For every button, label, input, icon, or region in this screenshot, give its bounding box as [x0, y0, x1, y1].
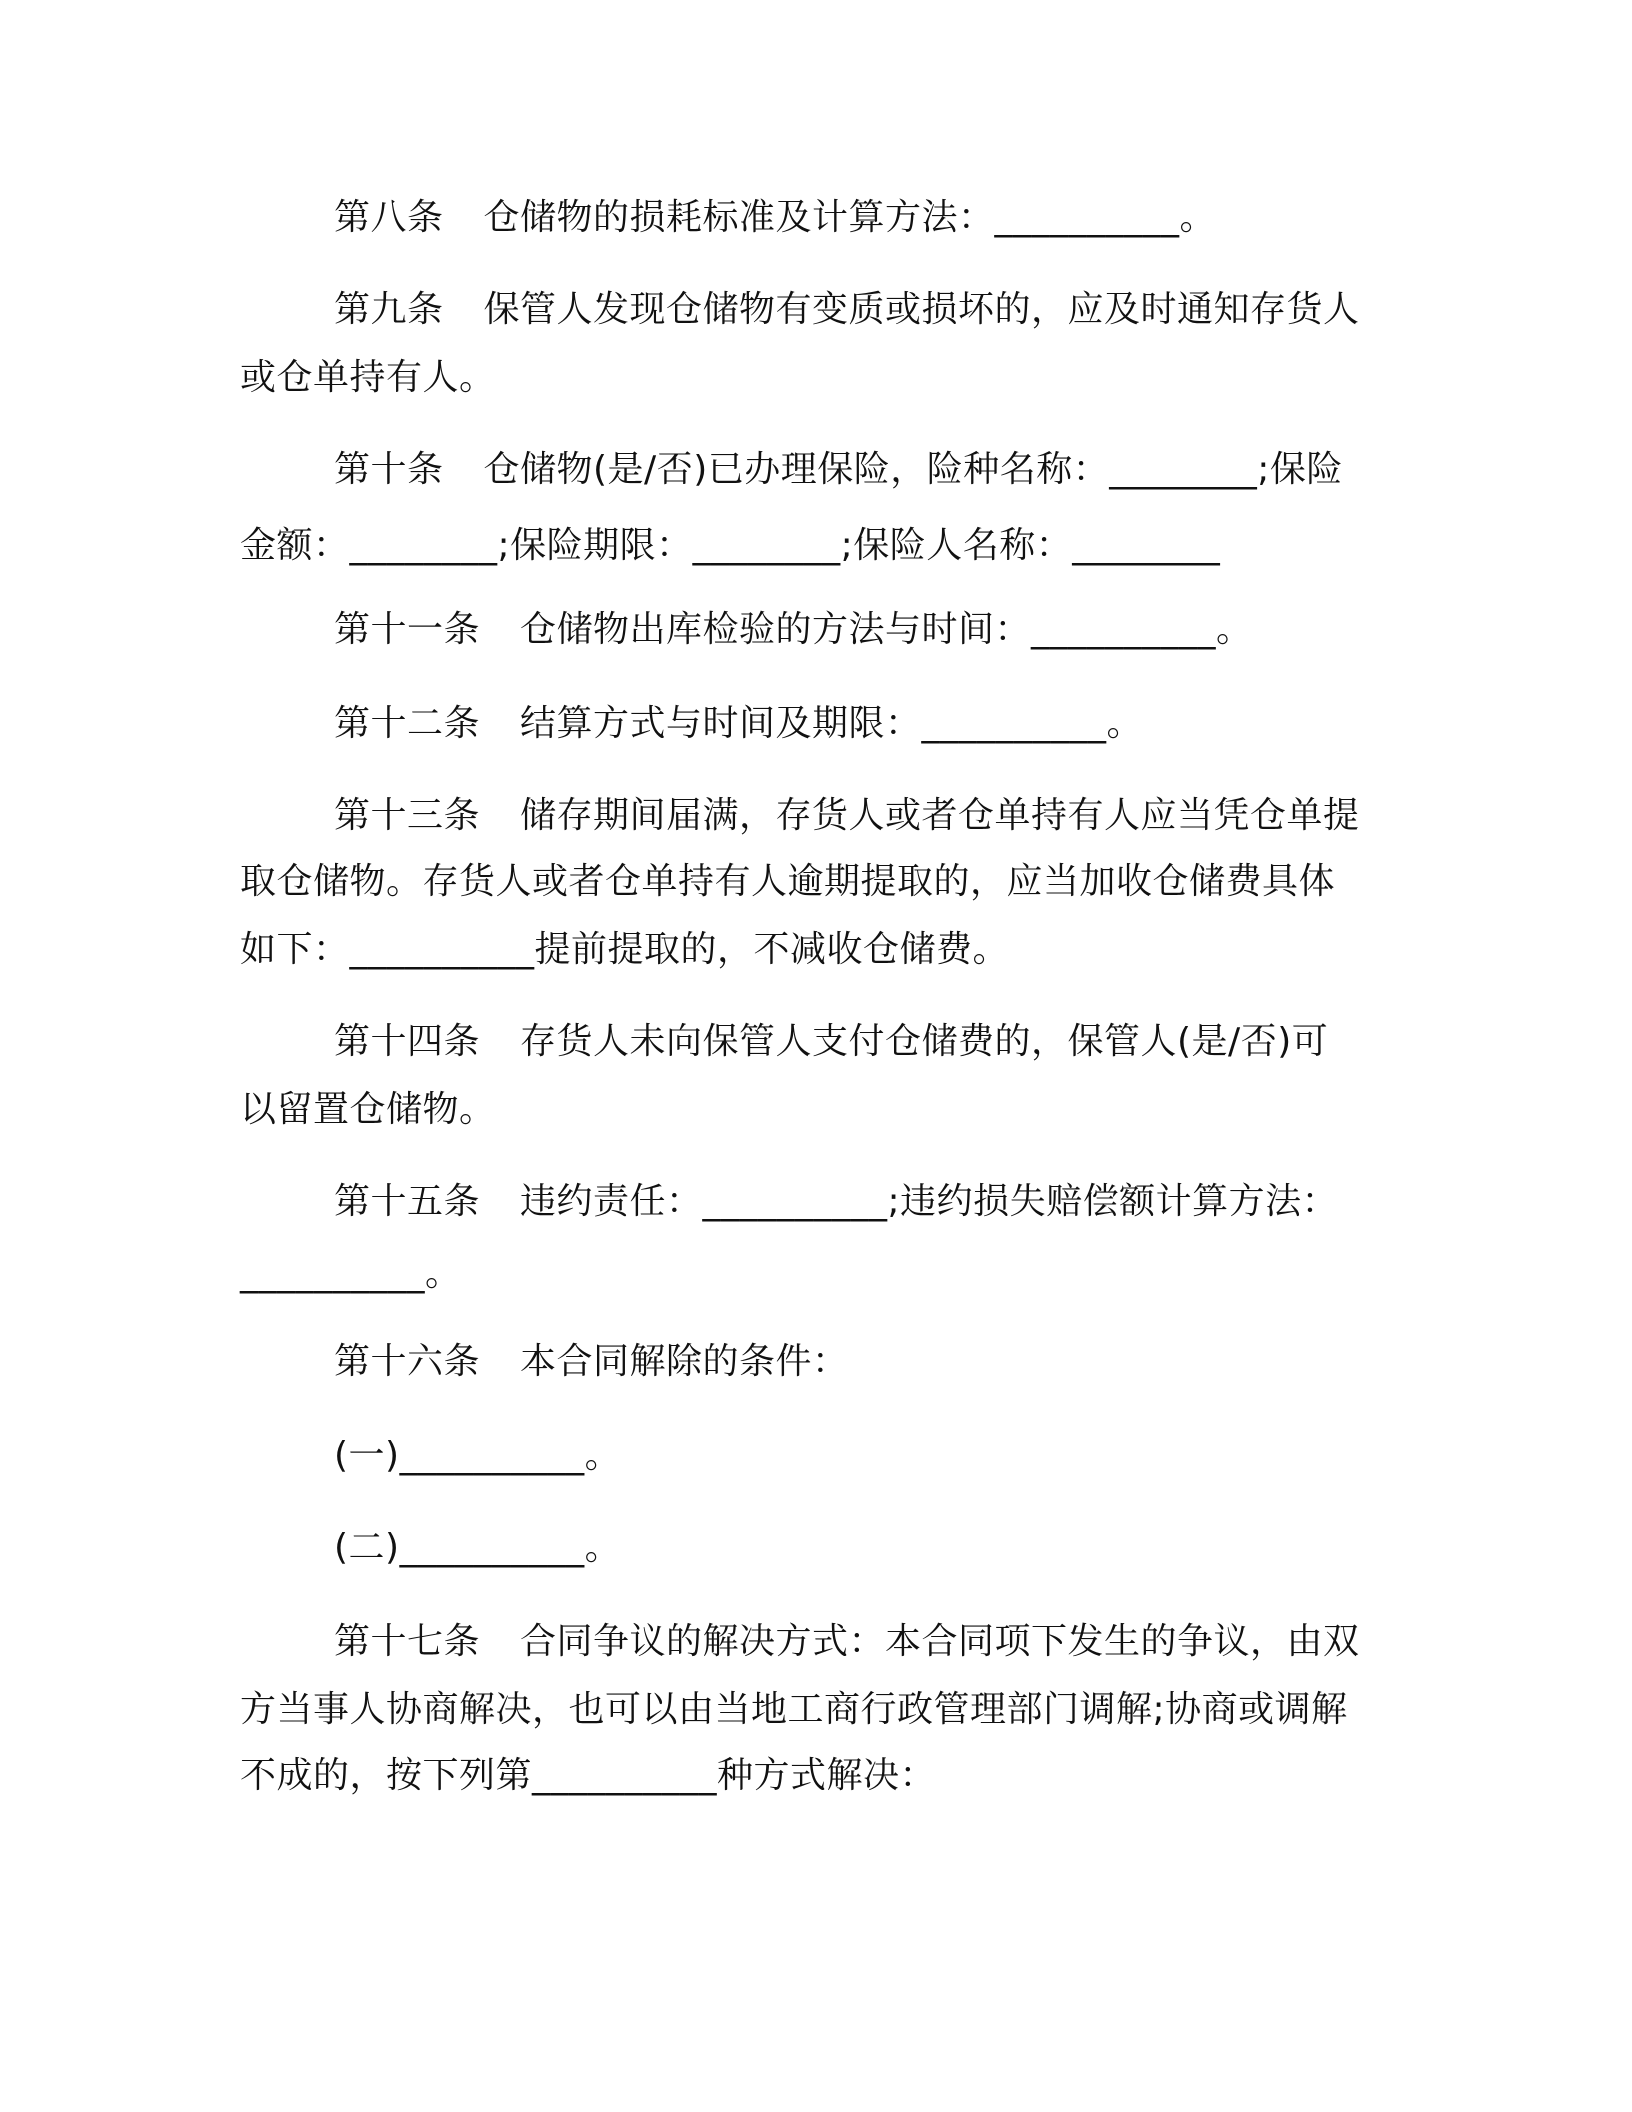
article-15-cont: [240, 1250, 462, 1298]
article-text: 仓储物(是/否)已办理保险，险种名称：________;保险: [483, 449, 1343, 490]
article-16: [334, 1338, 849, 1386]
article-14: [334, 1018, 1328, 1066]
article-number: 第十四条: [334, 1021, 481, 1062]
article-number: 第十七条: [334, 1621, 481, 1662]
article-17: [334, 1618, 1360, 1666]
article-13: [334, 792, 1360, 840]
article-12: [334, 700, 1143, 748]
article-text: 存货人未向保管人支付仓储费的，保管人(是/否)可: [520, 1021, 1329, 1062]
article-number: 第八条: [334, 197, 444, 238]
article-text: 仓储物的损耗标准及计算方法：__________。: [483, 197, 1217, 238]
article-text: 保管人发现仓储物有变质或损坏的，应及时通知存货人: [483, 289, 1360, 330]
article-16-item-1: [334, 1432, 621, 1480]
article-16-item-2: [334, 1524, 621, 1572]
article-text: 本合同解除的条件：: [520, 1341, 849, 1382]
article-text: 仓储物出库检验的方法与时间：__________。: [520, 609, 1253, 650]
article-text: 以留置仓储物。: [240, 1089, 496, 1130]
article-number: 第十三条: [334, 795, 481, 836]
article-text: 不成的，按下列第__________种方式解决：: [240, 1755, 937, 1796]
article-number: 第九条: [334, 289, 444, 330]
article-text: 储存期间届满，存货人或者仓单持有人应当凭仓单提: [520, 795, 1360, 836]
article-text: 合同争议的解决方式：本合同项下发生的争议，由双: [520, 1621, 1360, 1662]
list-item: (一)__________。: [334, 1435, 622, 1476]
article-number: 第十六条: [334, 1341, 481, 1382]
article-15: [334, 1178, 1338, 1226]
article-text: 金额：________;保险期限：________;保险人名称：________: [240, 525, 1221, 566]
article-number: 第十一条: [334, 609, 481, 650]
article-11: [334, 606, 1253, 654]
article-text: 违约责任：__________;违约损失赔偿额计算方法：: [520, 1181, 1339, 1222]
article-17-cont-1: [240, 1686, 1348, 1734]
article-13-cont-1: [240, 858, 1335, 906]
article-10: [334, 446, 1343, 494]
article-text: __________。: [240, 1253, 462, 1294]
article-8: [334, 194, 1216, 242]
article-text: 结算方式与时间及期限：__________。: [520, 703, 1144, 744]
article-text: 如下：__________提前提取的，不减收仓储费。: [240, 929, 1010, 970]
article-13-cont-2: [240, 926, 1009, 974]
article-text: 取仓储物。存货人或者仓单持有人逾期提取的，应当加收仓储费具体: [240, 861, 1336, 902]
article-9: [334, 286, 1360, 334]
article-number: 第十五条: [334, 1181, 481, 1222]
list-item: (二)__________。: [334, 1527, 622, 1568]
article-number: 第十二条: [334, 703, 481, 744]
article-number: 第十条: [334, 449, 444, 490]
article-text: 或仓单持有人。: [240, 357, 496, 398]
article-text: 方当事人协商解决，也可以由当地工商行政管理部门调解;协商或调解: [240, 1689, 1348, 1730]
article-17-cont-2: [240, 1752, 936, 1800]
article-14-cont: [240, 1086, 496, 1134]
article-9-cont: [240, 354, 496, 402]
article-10-cont: [240, 522, 1220, 570]
